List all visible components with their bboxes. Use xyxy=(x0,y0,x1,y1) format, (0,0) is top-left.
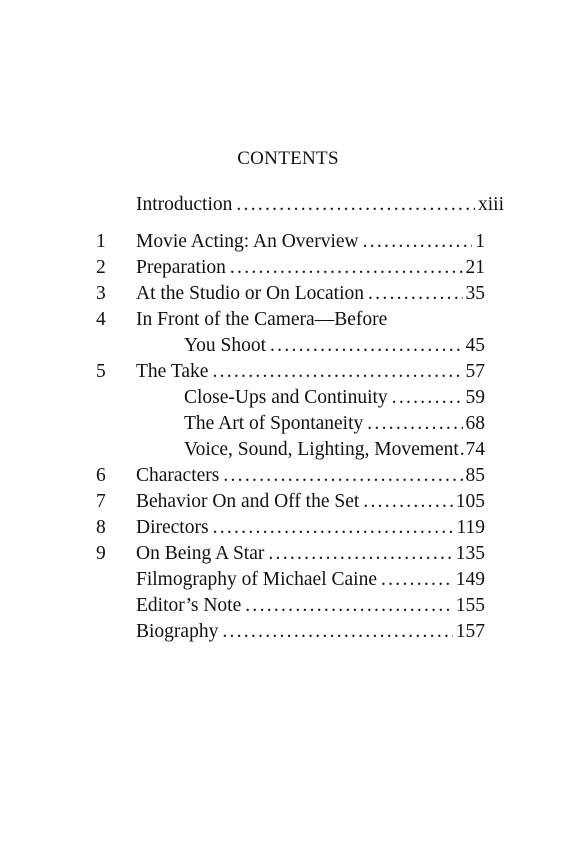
toc-subentry-close-ups xyxy=(0,385,576,411)
chapter-number: 6 xyxy=(96,465,106,486)
entry-title: Voice, Sound, Lighting, Movement xyxy=(184,439,459,460)
page-number: 59 xyxy=(465,387,485,408)
toc-entry-chapter-3 xyxy=(0,281,576,307)
toc-entry-filmography xyxy=(0,567,576,593)
entry-title: Preparation xyxy=(136,257,226,278)
toc-entry-biography xyxy=(0,619,576,645)
chapter-number: 2 xyxy=(96,257,106,278)
toc-entry-chapter-5 xyxy=(0,359,576,385)
page-number: 155 xyxy=(455,595,485,616)
dot-leader xyxy=(212,359,462,385)
toc-entry-introduction xyxy=(0,192,576,218)
page-number: 85 xyxy=(465,465,485,486)
page-number: 157 xyxy=(455,621,485,642)
entry-title: Editor’s Note xyxy=(136,595,242,616)
toc-entry-chapter-4 xyxy=(0,307,576,333)
chapter-number: 1 xyxy=(96,231,106,252)
chapter-number: 3 xyxy=(96,283,106,304)
page-number: 57 xyxy=(465,361,485,382)
page-number: 105 xyxy=(455,491,485,512)
page-number: 1 xyxy=(475,231,485,252)
chapter-number: 5 xyxy=(96,361,106,382)
page-number: 35 xyxy=(465,283,485,304)
entry-title: Filmography of Michael Caine xyxy=(136,569,377,590)
page-number: 149 xyxy=(455,569,485,590)
dot-leader xyxy=(268,541,452,567)
entry-title: Introduction xyxy=(136,194,233,215)
entry-title: Movie Acting: An Overview xyxy=(136,231,359,252)
toc-entry-chapter-1 xyxy=(0,229,576,255)
entry-title: Close-Ups and Continuity xyxy=(184,387,388,408)
dot-leader xyxy=(367,411,462,437)
chapter-number: 4 xyxy=(96,309,106,330)
page-number: 45 xyxy=(465,335,485,356)
dot-leader xyxy=(460,437,464,463)
entry-title: Biography xyxy=(136,621,219,642)
entry-title: On Being A Star xyxy=(136,543,265,564)
toc-entry-chapter-8 xyxy=(0,515,576,541)
entry-title: Behavior On and Off the Set xyxy=(136,491,360,512)
entry-title: The Art of Spontaneity xyxy=(184,413,364,434)
dot-leader xyxy=(222,619,452,645)
toc-subentry-voice-sound xyxy=(0,437,576,463)
entry-title: In Front of the Camera—Before xyxy=(136,309,388,330)
page-number: 135 xyxy=(455,543,485,564)
entry-title: At the Studio or On Location xyxy=(136,283,365,304)
dot-leader xyxy=(270,333,462,359)
entry-title: Characters xyxy=(136,465,220,486)
page-number: 68 xyxy=(465,413,485,434)
chapter-number: 8 xyxy=(96,517,106,538)
page-number: xiii xyxy=(477,194,504,215)
dot-leader xyxy=(368,281,462,307)
dot-leader xyxy=(363,229,473,255)
dot-leader xyxy=(245,593,452,619)
toc-entry-chapter-2 xyxy=(0,255,576,281)
dot-leader xyxy=(213,515,454,541)
page-number: 74 xyxy=(465,439,485,460)
entry-title: You Shoot xyxy=(184,335,267,356)
chapter-number: 7 xyxy=(96,491,106,512)
page-number: 21 xyxy=(465,257,485,278)
toc-entry-chapter-4-continued xyxy=(0,333,576,359)
dot-leader xyxy=(363,489,452,515)
dot-leader xyxy=(381,567,453,593)
dot-leader xyxy=(230,255,463,281)
toc-entry-chapter-7 xyxy=(0,489,576,515)
dot-leader xyxy=(236,192,475,218)
chapter-number: 9 xyxy=(96,543,106,564)
dot-leader xyxy=(392,385,463,411)
dot-leader xyxy=(223,463,462,489)
toc-entry-chapter-9 xyxy=(0,541,576,567)
page-title: CONTENTS xyxy=(237,148,339,169)
toc-subentry-spontaneity xyxy=(0,411,576,437)
toc-entry-editors-note xyxy=(0,593,576,619)
page-number: 119 xyxy=(456,517,485,538)
entry-title: The Take xyxy=(136,361,209,382)
entry-title: Directors xyxy=(136,517,209,538)
toc-entry-chapter-6 xyxy=(0,463,576,489)
